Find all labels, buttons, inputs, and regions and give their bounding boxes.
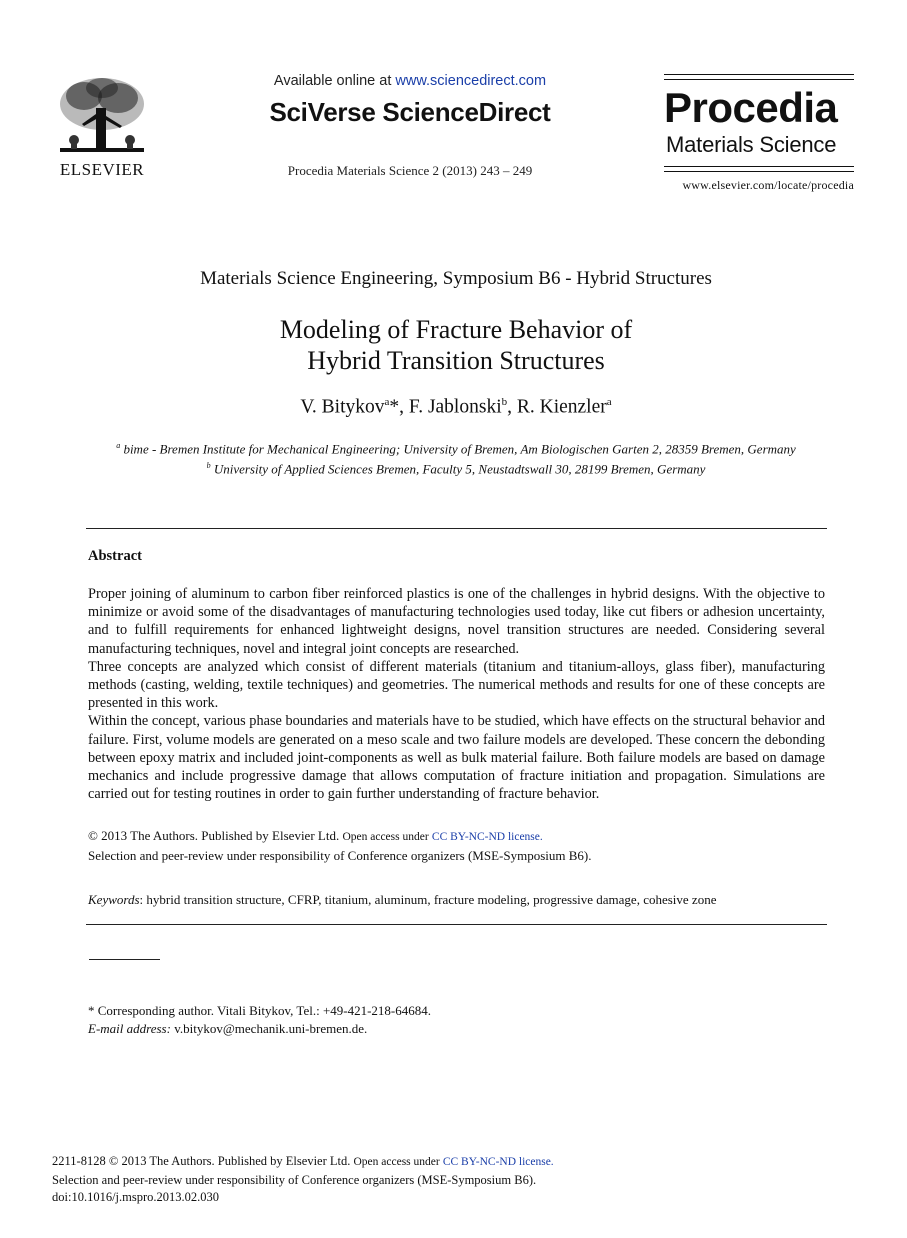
corresponding-mark: *: [389, 396, 400, 418]
abstract-body: [88, 585, 825, 803]
email-line: [88, 1020, 825, 1038]
elsevier-logo: [52, 74, 152, 178]
journal-reference: Procedia Materials Science 2 (2013) 243 – 249: [287, 163, 533, 178]
title-line-2: Hybrid Transition Structures: [307, 346, 605, 375]
keywords-line: [88, 892, 825, 908]
copyright-text: © 2013 The Authors. Published by Elsevier Ltd.: [88, 828, 340, 843]
doi-line[interactable]: doi:10.1016/j.mspro.2013.02.030: [52, 1190, 220, 1204]
keywords-bottom-rule: [86, 924, 827, 925]
procedia-wordmark: Procedia: [664, 84, 838, 131]
peer-review-line: Selection and peer-review under responsibility of Conference organizers (MSE-Symposium B6).: [88, 847, 592, 863]
peer-review-line: Selection and peer-review under responsibility of Conference organizers (MSE-Symposium B6).: [52, 1172, 537, 1187]
affiliation-text: University of Applied Sciences Bremen, Faculty 5, Neustadtswall 30, 28199 Bremen, Germany: [213, 461, 706, 477]
available-prefix: Available online at: [273, 73, 396, 89]
abstract-paragraph: Three concepts are analyzed which consist of different materials (titanium and titanium-alloys, glass fiber), manufacturing methods (casting, welding, textile techniques) and geometries. The numerical methods and results for one of these concepts are presented in this work.: [88, 658, 825, 712]
affiliation-text: bime - Bremen Institute for Mechanical Engineering; University of Bremen, Am Biologischen Garten 2, 28359 Bremen, Germany: [123, 441, 796, 457]
issn-line: [52, 1153, 832, 1172]
issn-copyright: 2211-8128 © 2013 The Authors. Published by Elsevier Ltd.: [52, 1154, 351, 1168]
license-link[interactable]: CC BY-NC-ND license.: [442, 1156, 554, 1168]
abstract-paragraph: Within the concept, various phase boundaries and materials have to be studied, which have effects on the structural behavior and failure. First, volume models are generated on a meso scale and two failure models are developed. These concern the debonding between epoxy matrix and included joint-components as well as bulk material failure. Both failure models are based on damage mechanics and include progressive damage that allows computation of fracture initiation and propagation. Simulations are carried out for testing routines in order to gain further understanding of fracture behavior.: [88, 713, 825, 803]
title-line-1: Modeling of Fracture Behavior of: [279, 315, 633, 344]
tree-icon: [52, 74, 152, 158]
author-affil-sup: b: [501, 396, 508, 408]
procedia-rule-bottom: [664, 166, 854, 167]
sciverse-logo: SciVerse ScienceDirect: [269, 97, 551, 127]
author-name: R. Kienzler: [516, 396, 607, 418]
abstract-top-rule: [86, 528, 827, 529]
sciencedirect-link[interactable]: www.sciencedirect.com: [395, 73, 547, 89]
affiliation-sup: a: [116, 441, 121, 450]
elsevier-wordmark: ELSEVIER: [59, 160, 145, 179]
abstract-paragraph: Proper joining of aluminum to carbon fiber reinforced plastics is one of the challenges in hybrid designs. With the objective to minimize or avoid some of the disadvantages of manufacturing technologies used today, like cut fibers or adhesion uncertainty, and to fulfill requirements for enhanced lightweight designs, novel transition structures are needed. Considering several manufacturing techniques, novel and integral joint concepts are researched.: [88, 586, 825, 657]
author-affil-sup: a: [384, 396, 390, 408]
email-label: E-mail address:: [88, 1020, 171, 1036]
license-link[interactable]: CC BY-NC-ND license.: [431, 831, 543, 843]
corresponding-author-note: * Corresponding author. Vitali Bitykov, Tel.: +49-421-218-64684.: [88, 1003, 432, 1018]
procedia-rule-bottom-2: [664, 171, 854, 172]
procedia-rule-top: [664, 74, 854, 75]
procedia-rule-top-2: [664, 79, 854, 80]
keywords-label: Keywords: [88, 892, 140, 907]
author-list: V. Bitykov$^a$*, F. Jablonski$^b$, R. Kienzler$^a$: [300, 396, 612, 418]
footnote-block: [88, 1002, 825, 1037]
journal-url[interactable]: www.elsevier.com/locate/procedia: [682, 178, 854, 192]
open-access-text: Open access under: [353, 1156, 440, 1168]
author-name: F. Jablonski: [408, 396, 502, 418]
copyright-line: [88, 827, 825, 847]
symposium-line: Materials Science Engineering, Symposium B6 - Hybrid Structures: [200, 268, 712, 289]
footnote-rule: [89, 959, 160, 960]
affiliations: [0, 437, 907, 478]
affiliation-sup: b: [206, 461, 211, 471]
abstract-heading: Abstract: [88, 548, 142, 564]
procedia-subtitle: Materials Science: [666, 132, 837, 157]
available-online-line: [240, 73, 580, 89]
email-address[interactable]: v.bitykov@mechanik.uni-bremen.de.: [170, 1020, 368, 1036]
author-affil-sup: a: [606, 396, 612, 408]
open-access-text: Open access under: [342, 831, 429, 843]
procedia-logo: [664, 74, 854, 196]
affiliation-a: [0, 437, 907, 457]
license-block: [88, 827, 825, 864]
affiliation-b: [0, 457, 907, 477]
paper-title: [0, 314, 907, 376]
page-footer: [52, 1153, 832, 1207]
author-name: V. Bitykov: [300, 396, 385, 418]
keywords-text: : hybrid transition structure, CFRP, titanium, aluminum, fracture modeling, progressive damage, cohesive zone: [139, 892, 717, 907]
